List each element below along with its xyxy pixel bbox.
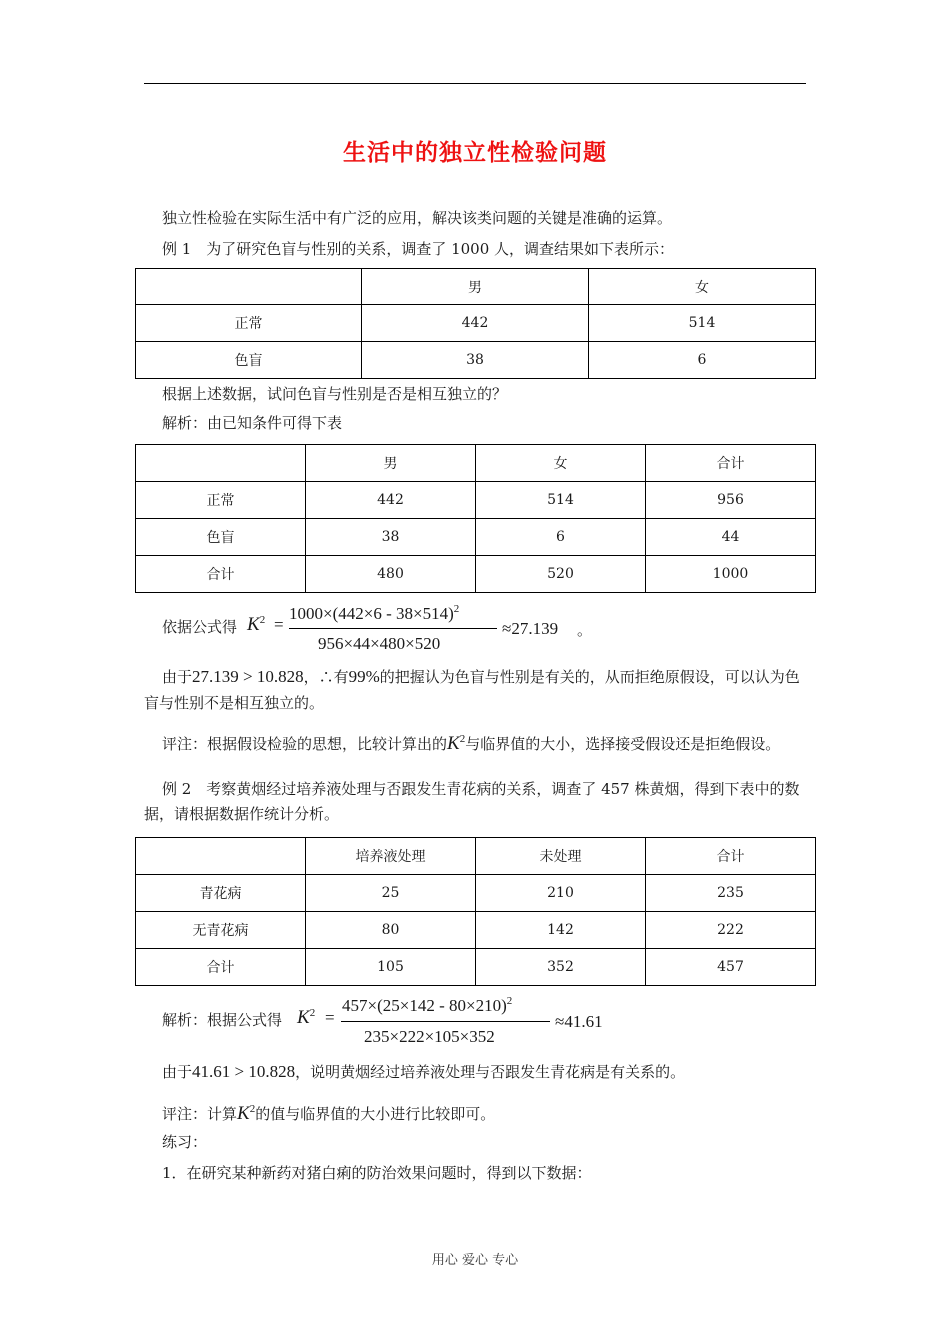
table-row — [136, 482, 816, 519]
table-cell: 38 — [362, 342, 589, 379]
table-cell: 合计 — [136, 556, 306, 593]
example1-table — [135, 268, 816, 379]
comment-exponent: 2 — [249, 1103, 256, 1115]
conclusion-text: 由于 — [162, 668, 193, 686]
table-cell: 色盲 — [136, 519, 306, 556]
formula-exponent: 2 — [259, 614, 266, 626]
formula-equals: = — [325, 1008, 335, 1027]
example2-conclusion — [162, 1062, 685, 1082]
numerator-text: 1000×(442×6 - 38×514) — [289, 604, 454, 623]
formula-result: ≈41.61 — [555, 1012, 603, 1031]
table-cell: 1000 — [646, 556, 816, 593]
comment-text: 评注：根据假设检验的思想，比较计算出的 — [162, 735, 448, 753]
table-cell: 352 — [476, 949, 646, 986]
table-cell: 无青花病 — [136, 912, 306, 949]
conclusion-text: 的把握认为色盲与性别是有关的，从而拒绝原假设，可以认为色盲与性别不是相互独立的。 — [144, 668, 800, 712]
table-row — [136, 305, 816, 342]
table-cell: 合计 — [646, 445, 816, 482]
table-cell: 80 — [306, 912, 476, 949]
comment-variable: K — [447, 733, 460, 754]
example2-table — [135, 837, 816, 986]
table-header-row — [136, 269, 816, 305]
table-row — [136, 949, 816, 986]
table-cell: 女 — [589, 269, 816, 305]
comment-exponent: 2 — [459, 733, 466, 745]
example2-comment — [162, 1099, 495, 1124]
conclusion-percent: 99% — [348, 667, 380, 686]
example1-analysis-intro: 解析：由已知条件可得下表 — [162, 414, 343, 432]
page-footer: 用心 爱心 专心 — [431, 1253, 519, 1268]
example1-summary-table — [135, 444, 816, 593]
table-cell: 未处理 — [476, 838, 646, 875]
table-cell: 青花病 — [136, 875, 306, 912]
formula-denominator: 235×222×105×352 — [364, 1027, 495, 1046]
numerator-text: 457×(25×142 - 80×210) — [342, 996, 507, 1015]
table-cell: 6 — [589, 342, 816, 379]
table-cell: 正常 — [136, 305, 362, 342]
numerator-exponent: 2 — [453, 603, 460, 615]
comment-variable: K — [237, 1103, 250, 1124]
table-cell — [136, 445, 306, 482]
table-row — [136, 556, 816, 593]
exercise-item-1: 1．在研究某种新药对猪白痢的防治效果问题时，得到以下数据： — [162, 1164, 592, 1182]
table-cell: 442 — [306, 482, 476, 519]
table-cell: 合计 — [646, 838, 816, 875]
table-row — [136, 342, 816, 379]
table-cell: 44 — [646, 519, 816, 556]
table-cell: 色盲 — [136, 342, 362, 379]
table-cell: 457 — [646, 949, 816, 986]
table-cell: 480 — [306, 556, 476, 593]
conclusion-text: ，∴有 — [303, 668, 349, 686]
table-cell: 25 — [306, 875, 476, 912]
table-cell: 520 — [476, 556, 646, 593]
table-row — [136, 912, 816, 949]
page-title: 生活中的独立性检验问题 — [343, 140, 607, 166]
table-header-row — [136, 445, 816, 482]
table-cell: 514 — [476, 482, 646, 519]
table-cell: 男 — [306, 445, 476, 482]
example1-conclusion — [144, 664, 812, 716]
table-cell: 142 — [476, 912, 646, 949]
table-cell: 6 — [476, 519, 646, 556]
formula-numerator — [342, 995, 512, 1016]
formula-variable: K — [247, 614, 260, 635]
formula-denominator: 956×44×480×520 — [318, 634, 441, 653]
header-rule — [144, 83, 806, 84]
table-cell: 105 — [306, 949, 476, 986]
table-cell: 38 — [306, 519, 476, 556]
fraction-bar — [289, 628, 497, 629]
conclusion-text: 由于 — [162, 1063, 193, 1081]
table-header-row — [136, 838, 816, 875]
conclusion-inequality: 27.139 > 10.828 — [192, 667, 304, 686]
table-cell: 培养液处理 — [306, 838, 476, 875]
table-cell — [136, 838, 306, 875]
table-cell: 女 — [476, 445, 646, 482]
comment-text: 与临界值的大小，选择接受假设还是拒绝假设。 — [465, 735, 781, 753]
numerator-exponent: 2 — [506, 995, 513, 1007]
table-cell: 956 — [646, 482, 816, 519]
fraction-bar — [341, 1021, 550, 1022]
table-cell: 235 — [646, 875, 816, 912]
formula-end: 。 — [577, 621, 593, 639]
intro-paragraph: 独立性检验在实际生活中有广泛的应用，解决该类问题的关键是准确的运算。 — [162, 209, 673, 227]
comment-text: 评注：计算 — [162, 1105, 238, 1123]
table-cell: 222 — [646, 912, 816, 949]
table-cell: 210 — [476, 875, 646, 912]
exercise-label: 练习： — [162, 1133, 208, 1151]
table-cell: 514 — [589, 305, 816, 342]
conclusion-inequality: 41.61 > 10.828 — [192, 1062, 296, 1081]
example1-comment — [144, 726, 812, 757]
formula-lead: 解析：根据公式得 — [162, 1011, 283, 1029]
conclusion-text: ，说明黄烟经过培养液处理与否跟发生青花病是有关系的。 — [295, 1063, 686, 1081]
formula-result: ≈27.139 — [502, 619, 559, 638]
table-row — [136, 875, 816, 912]
table-cell: 442 — [362, 305, 589, 342]
table-cell: 合计 — [136, 949, 306, 986]
formula-exponent: 2 — [309, 1007, 316, 1019]
example1-prompt: 例 1 为了研究色盲与性别的关系，调查了 1000 人，调查结果如下表所示： — [162, 240, 675, 258]
example1-question: 根据上述数据，试问色盲与性别是否是相互独立的？ — [162, 385, 508, 403]
comment-text: 的值与临界值的大小进行比较即可。 — [255, 1105, 496, 1123]
table-row — [136, 519, 816, 556]
formula-numerator — [289, 603, 459, 624]
formula-lead: 依据公式得 — [162, 618, 238, 636]
table-cell: 正常 — [136, 482, 306, 519]
formula-lhs — [247, 614, 265, 636]
formula-lhs — [297, 1007, 315, 1029]
table-cell — [136, 269, 362, 305]
table-cell: 男 — [362, 269, 589, 305]
example2-prompt: 例 2 考察黄烟经过培养液处理与否跟发生青花病的关系，调查了 457 株黄烟，得到下表中的数据，请根据数据作统计分析。 — [144, 780, 800, 823]
formula-variable: K — [297, 1007, 310, 1028]
formula-equals: = — [274, 615, 284, 634]
